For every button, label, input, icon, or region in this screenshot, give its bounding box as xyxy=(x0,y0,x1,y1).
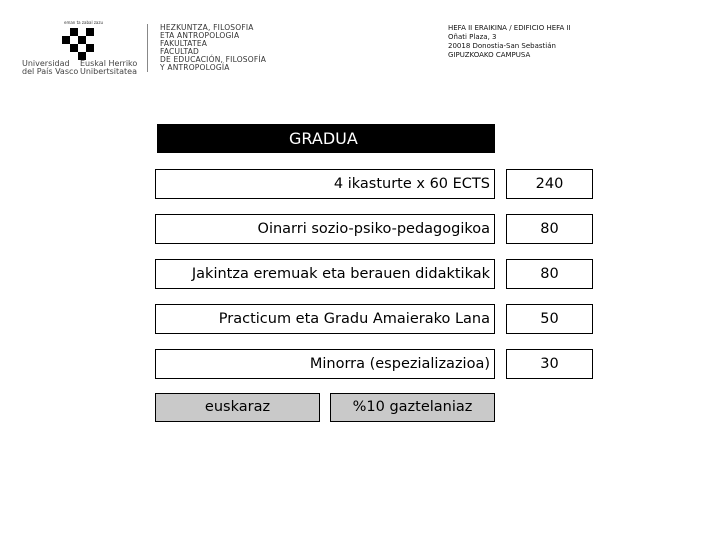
address-line: Oñati Plaza, 3 xyxy=(448,33,497,41)
faculty-name xyxy=(160,24,266,72)
faculty-line: ETA ANTROPOLOGIA xyxy=(160,31,240,40)
language-spanish: %10 gaztelaniaz xyxy=(330,393,495,422)
address-line: HEFA II ERAIKINA / EDIFICIO HEFA II xyxy=(448,24,571,32)
header-divider xyxy=(147,24,148,72)
university-name-eu-1: Euskal Herriko xyxy=(80,59,138,68)
faculty-line: FACULTAD xyxy=(160,47,200,56)
row-value-didactics: 80 xyxy=(506,259,593,289)
faculty-line: HEZKUNTZA, FILOSOFIA xyxy=(160,23,254,32)
row-value-minor: 30 xyxy=(506,349,593,379)
row-label-minor: Minorra (espezializazioa) xyxy=(155,349,495,379)
language-basque: euskaraz xyxy=(155,393,320,422)
row-label-ects: 4 ikasturte x 60 ECTS xyxy=(155,169,495,199)
row-value-basics: 80 xyxy=(506,214,593,244)
university-logo xyxy=(22,20,152,76)
university-emblem-icon xyxy=(62,28,96,60)
university-name-es-2: del País Vasco xyxy=(22,67,79,76)
row-value-practicum: 50 xyxy=(506,304,593,334)
address-line: 20018 Donostia-San Sebastián xyxy=(448,42,556,50)
faculty-line: DE EDUCACIÓN, FILOSOFÍA xyxy=(160,55,267,64)
row-label-basics: Oinarri sozio-psiko-pedagogikoa xyxy=(155,214,495,244)
university-name-es-1: Universidad xyxy=(22,59,70,68)
faculty-line: Y ANTROPOLOGÍA xyxy=(160,63,230,72)
address-line: GIPUZKOAKO CAMPUSA xyxy=(448,51,531,59)
university-motto: eman ta zabal zazu xyxy=(64,20,104,25)
university-name-eu-2: Unibertsitatea xyxy=(80,67,137,76)
row-label-practicum: Practicum eta Gradu Amaierako Lana xyxy=(155,304,495,334)
degree-title: GRADUA xyxy=(157,124,495,153)
row-value-ects: 240 xyxy=(506,169,593,199)
building-address xyxy=(448,24,571,60)
faculty-line: FAKULTATEA xyxy=(160,39,208,48)
row-label-didactics: Jakintza eremuak eta berauen didaktikak xyxy=(155,259,495,289)
